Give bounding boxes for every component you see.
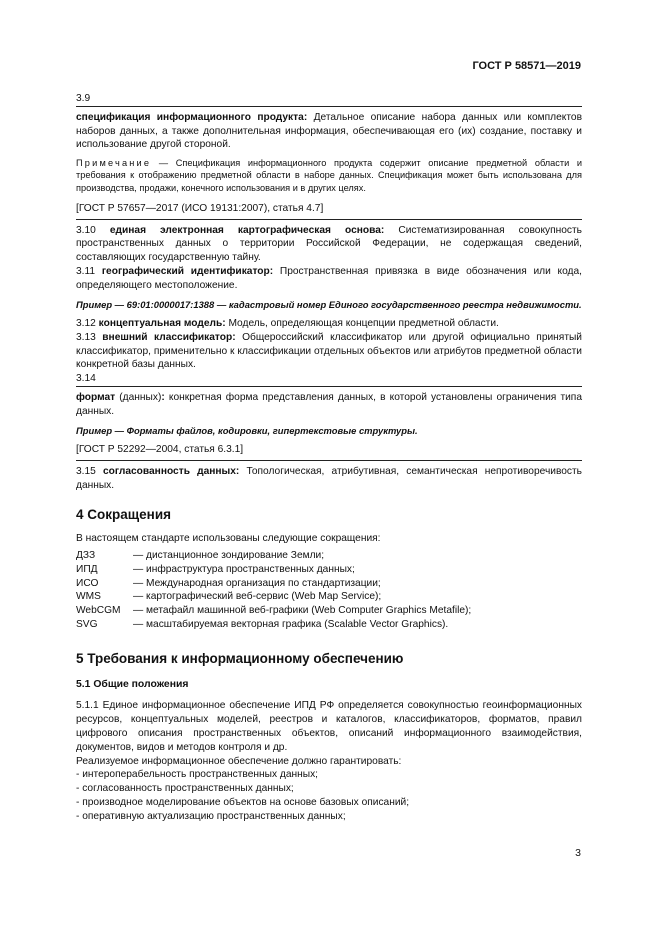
term-3-14-term: формат (76, 391, 116, 403)
term-3-14-term-extra: (данных) (115, 391, 162, 403)
term-3-11-number: 3.11 (76, 265, 96, 277)
term-3-12-number: 3.12 (76, 317, 96, 329)
term-3-13 (76, 331, 582, 372)
abbreviation-key: ДЗЗ (76, 549, 96, 561)
term-3-11-text: Пространственная привязка в виде обозначения или кода, определяющего местоположение. (76, 265, 582, 291)
standard-header: ГОСТ Р 58571—2019 (472, 60, 581, 72)
term-3-11-term: географический идентификатор: (101, 265, 274, 277)
section-4-heading: 4 Сокращения (76, 507, 171, 523)
abbreviation-row (76, 577, 471, 591)
abbreviation-row (76, 590, 471, 604)
abbreviation-text: — картографический веб-сервис (Web Map Service); (133, 591, 382, 603)
abbreviation-key: SVG (76, 618, 98, 630)
term-3-14-box (76, 386, 582, 461)
term-3-14-text: конкретная форма представления данных, в которой установлены ограничения типа данных. (76, 391, 582, 417)
term-3-12 (76, 317, 582, 331)
list-item: - производное моделирование объектов на основе базовых описаний; (76, 796, 410, 808)
abbreviation-text: — инфраструктура пространственных данных; (133, 563, 355, 575)
note-label: Примечание (76, 158, 152, 169)
page-number: 3 (575, 847, 581, 859)
term-3-15 (76, 465, 582, 493)
abbreviation-text: — дистанционное зондирование Земли; (133, 549, 325, 561)
term-3-15-number: 3.15 (76, 465, 96, 477)
term-3-14-example: Пример — Форматы файлов, кодировки, гипертекстовые структуры. (76, 424, 418, 436)
term-3-12-text: Модель, определяющая концепции предметной области. (225, 317, 499, 329)
term-3-10-text: Систематизированная совокупность пространственных данных о территории Российской Федерации, не содержащая сведений, составляющих государственную тайну. (76, 224, 582, 264)
term-3-14-number: 3.14 (76, 373, 96, 385)
abbreviation-row (76, 604, 471, 618)
abbreviation-key: ИСО (76, 577, 99, 589)
list-item: - согласованность пространственных данных; (76, 783, 294, 795)
abbreviation-row (76, 549, 471, 563)
abbreviation-text: — масштабируемая векторная графика (Scalable Vector Graphics). (133, 618, 449, 630)
section-5-1-heading: 5.1 Общие положения (76, 678, 189, 690)
page-content (76, 92, 582, 824)
term-3-11 (76, 265, 582, 293)
section-5-heading: 5 Требования к информационному обеспечению (76, 650, 404, 666)
term-3-11-example: Пример — 69:01:0000017:1388 — кадастровый номер Единого государственного реестра недвижимости. (76, 298, 582, 310)
term-3-13-term: внешний классификатор: (102, 331, 236, 343)
abbreviation-text: — Международная организация по стандартизации; (133, 577, 381, 589)
abbreviation-key: WMS (76, 591, 101, 603)
term-3-9-reference: [ГОСТ Р 57657—2017 (ИСО 19131:2007), статья 4.7] (76, 202, 324, 214)
term-3-9-note (76, 157, 582, 194)
abbreviation-text: — метафайл машинной веб-графики (Web Computer Graphics Metafile); (133, 605, 472, 617)
abbreviation-key: ИПД (76, 563, 98, 575)
term-3-14-reference: [ГОСТ Р 52292—2004, статья 6.3.1] (76, 443, 244, 455)
term-3-15-term: согласованность данных: (102, 465, 240, 477)
term-3-15-text: Топологическая, атрибутивная, семантическая непротиворечивость данных. (76, 465, 582, 491)
list-item: - интероперабельность пространственных данных; (76, 769, 318, 781)
term-3-9-number: 3.9 (76, 93, 91, 104)
term-3-9-term: спецификация информационного продукта: (76, 111, 308, 123)
section-5-intro-guarantee: Реализуемое информационное обеспечение должно гарантировать: (76, 755, 402, 767)
abbreviations-list (76, 549, 471, 632)
abbreviation-row (76, 563, 471, 577)
term-3-14-definition (76, 391, 582, 419)
abbreviation-row (76, 618, 471, 632)
term-3-13-text: Общероссийский классификатор или другой официально принятый классификатор, применительно к классификации отдельных объектов или атрибутов предметной области конкретной базы данных. (76, 331, 582, 371)
term-3-10-number: 3.10 (76, 224, 96, 236)
list-item: - оперативную актуализацию пространственных данных; (76, 810, 346, 822)
term-3-10-term: единая электронная картографическая основа: (109, 224, 385, 236)
term-3-13-number: 3.13 (76, 331, 96, 343)
term-3-9-box (76, 106, 582, 220)
note-text: — Спецификация информационного продукта содержит описание предметной области и требования к отображению предметной области в наборе данных. Спецификация может быть использована для производства, продажи, конечного использования и в других целях. (76, 158, 582, 193)
term-3-12-term: концептуальная модель: (98, 317, 226, 329)
term-3-9-definition (76, 111, 582, 152)
section-5-1-1-paragraph: 5.1.1 Единое информационное обеспечение ИПД РФ определяется совокупностью геоинформационных ресурсов, концептуальных моделей, реестров и каталогов, классификаторов, форматов, правил цифрового описания пространственных объектов, описаний информационного взаимодействия, документов, видов и методов контроля и др. (76, 700, 582, 753)
term-3-10 (76, 224, 582, 265)
term-number-3-9 (76, 92, 582, 106)
term-3-9-text: Детальное описание набора данных или комплектов наборов данных, а также дополнительная информация, обеспечивающая его (их) создание, поставку и использование другой стороной. (76, 111, 582, 151)
term-3-14-colon: : (161, 391, 165, 403)
abbreviation-key: WebCGM (76, 605, 121, 617)
section-4-intro: В настоящем стандарте использованы следующие сокращения: (76, 533, 381, 545)
term-number-3-14 (76, 372, 582, 386)
